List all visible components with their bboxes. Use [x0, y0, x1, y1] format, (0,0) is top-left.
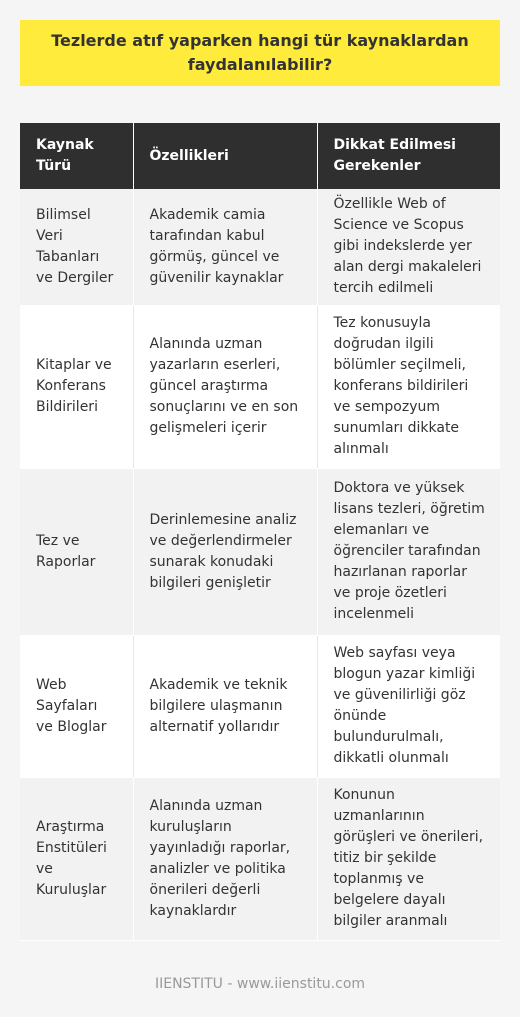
cell-source-type: Araştırma Enstitüleri ve Kuruluşlar — [20, 777, 133, 940]
table-header-row — [20, 123, 500, 189]
page-title — [20, 20, 500, 86]
footer-credit: IIENSTITU - www.iienstitu.com — [154, 976, 366, 992]
cell-source-type: Bilimsel Veri Tabanları ve Dergiler — [20, 189, 133, 305]
cell-features: Derinlemesine analiz ve değerlendirmeler sunarak konudaki bilgileri genişletir — [133, 468, 317, 635]
cell-source-type: Tez ve Raporlar — [20, 468, 133, 635]
cell-considerations: Özellikle Web of Science ve Scopus gibi indekslerde yer alan dergi makaleleri tercih edilmeli — [317, 189, 500, 305]
cell-source-type: Kitaplar ve Konferans Bildirileri — [20, 305, 133, 468]
table-row — [20, 635, 500, 777]
table-row — [20, 189, 500, 305]
cell-considerations: Konunun uzmanlarının görüşleri ve önerileri, titiz bir şekilde toplanmış ve belgelere dayalı bilgiler aranmalı — [317, 777, 500, 940]
cell-considerations: Web sayfası veya blogun yazar kimliği ve güvenilirliği göz önünde bulundurulmalı, dikkatli olunmalı — [317, 635, 500, 777]
table-row — [20, 305, 500, 468]
header-considerations: Dikkat Edilmesi Gerekenler — [317, 123, 500, 189]
cell-features: Akademik camia tarafından kabul görmüş, güncel ve güvenilir kaynaklar — [133, 189, 317, 305]
cell-considerations: Doktora ve yüksek lisans tezleri, öğretim elemanları ve öğrenciler tarafından hazırlanan raporlar ve proje özetleri incelenmeli — [317, 468, 500, 635]
table-row — [20, 468, 500, 635]
cell-considerations: Tez konusuyla doğrudan ilgili bölümler seçilmeli, konferans bildirileri ve sempozyum sunumları dikkate alınmalı — [317, 305, 500, 468]
table-row — [20, 777, 500, 940]
header-source-type: Kaynak Türü — [20, 123, 133, 189]
cell-features: Alanında uzman yazarların eserleri, güncel araştırma sonuçlarını ve en son gelişmeleri içerir — [133, 305, 317, 468]
header-features: Özellikleri — [133, 123, 317, 189]
cell-source-type: Web Sayfaları ve Bloglar — [20, 635, 133, 777]
cell-features: Alanında uzman kuruluşların yayınladığı raporlar, analizler ve politika önerileri değerli kaynaklardır — [133, 777, 317, 940]
cell-features: Akademik ve teknik bilgilere ulaşmanın alternatif yollarıdır — [133, 635, 317, 777]
title-text: Tezlerde atıf yaparken hangi tür kaynaklardan faydalanılabilir? — [51, 31, 469, 74]
sources-table — [20, 123, 500, 941]
